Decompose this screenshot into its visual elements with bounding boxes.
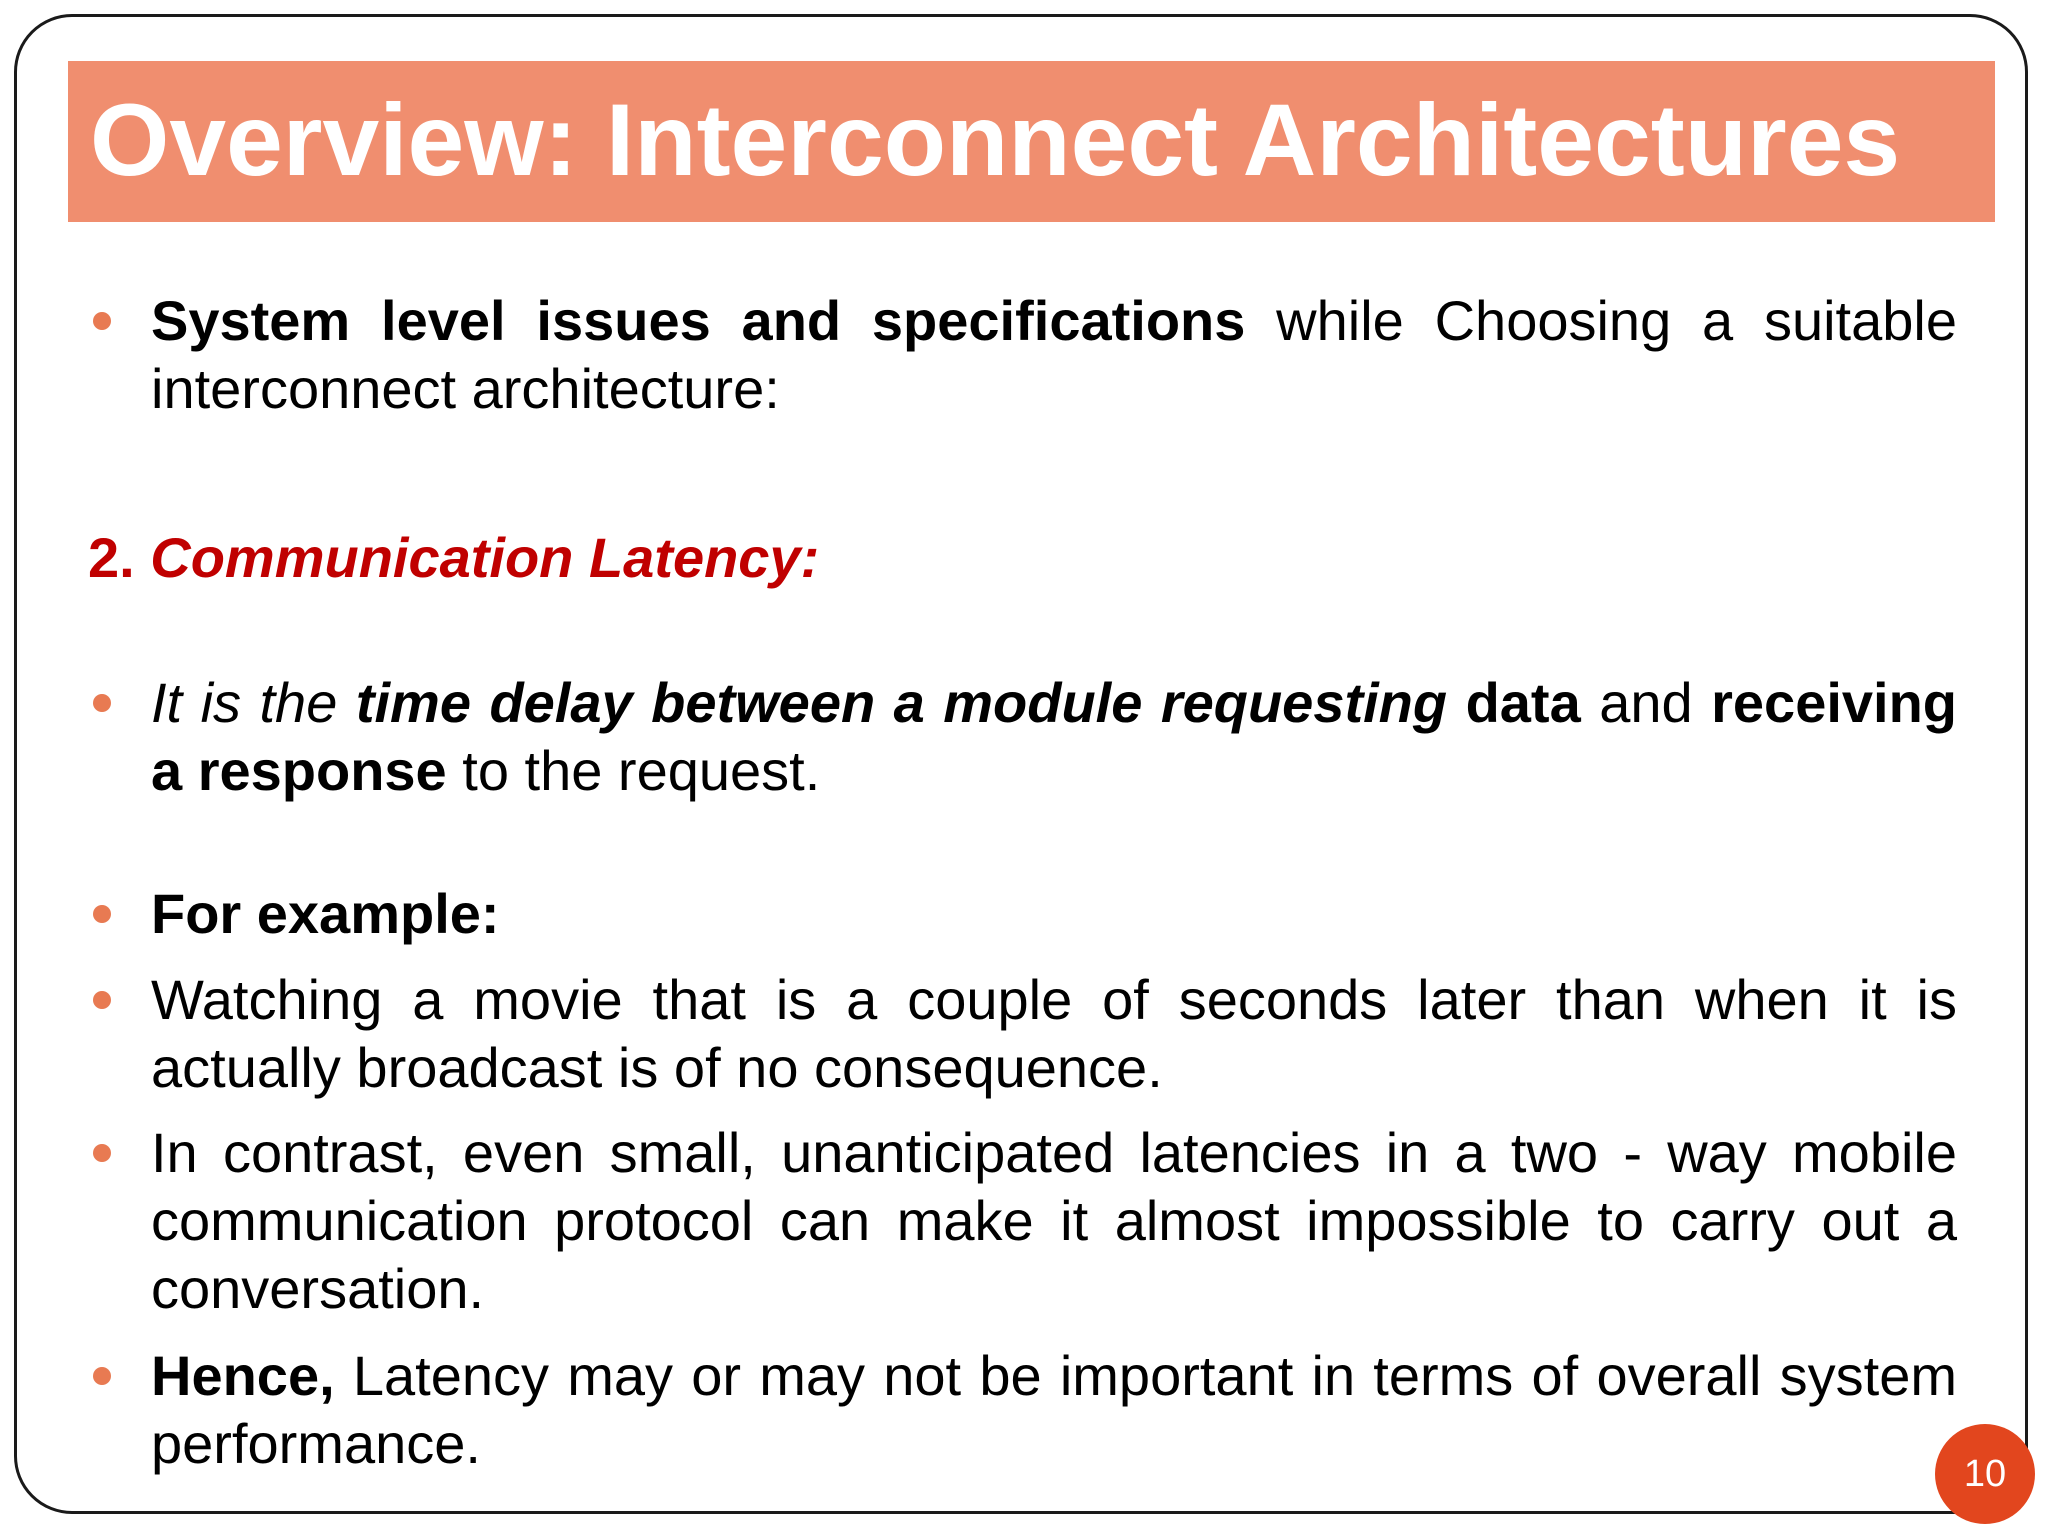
bullet-text: Latency may or may not be important in terms of overall system performance. bbox=[151, 1344, 1957, 1475]
bullet-bold-text: For example: bbox=[151, 882, 500, 945]
page-number-badge: 10 bbox=[1935, 1424, 2035, 1524]
bullet-for-example bbox=[151, 880, 1957, 948]
section-number: 2. bbox=[88, 526, 151, 589]
section-label: Communication Latency: bbox=[150, 526, 820, 589]
bullet-bold-italic-text: time delay between a module requesting bbox=[355, 671, 1448, 734]
bullet-bold-text: Hence, bbox=[151, 1344, 335, 1407]
bullet-text: while Choosing a suitable interconnect architecture: bbox=[151, 289, 1957, 420]
bullet-bold-text: receiving a response bbox=[151, 671, 1958, 802]
bullet-movie-example bbox=[151, 966, 1957, 1102]
bullet-text: In contrast, even small, unanticipated latencies in a two - way mobile communication protocol can make it almost impossible to carry out a conversation. bbox=[151, 1121, 1957, 1320]
bullet-bold-text: System level issues and specifications bbox=[151, 289, 1246, 352]
bullet-hence-conclusion bbox=[151, 1342, 1957, 1478]
bullet-bold-text: data bbox=[1447, 671, 1581, 734]
bullet-text: to the request. bbox=[446, 739, 821, 802]
bullet-text: Watching a movie that is a couple of seconds later than when it is actually broadcast is of no consequence. bbox=[151, 968, 1957, 1099]
section-heading-communication-latency bbox=[88, 524, 819, 592]
bullet-system-level-issues bbox=[151, 287, 1957, 423]
bullet-text: and bbox=[1580, 671, 1712, 734]
bullet-text: It is the bbox=[151, 671, 356, 734]
bullet-latency-definition bbox=[151, 669, 1957, 805]
bullet-contrast-example bbox=[151, 1119, 1957, 1323]
slide-title: Overview: Interconnect Architectures bbox=[90, 83, 1901, 197]
